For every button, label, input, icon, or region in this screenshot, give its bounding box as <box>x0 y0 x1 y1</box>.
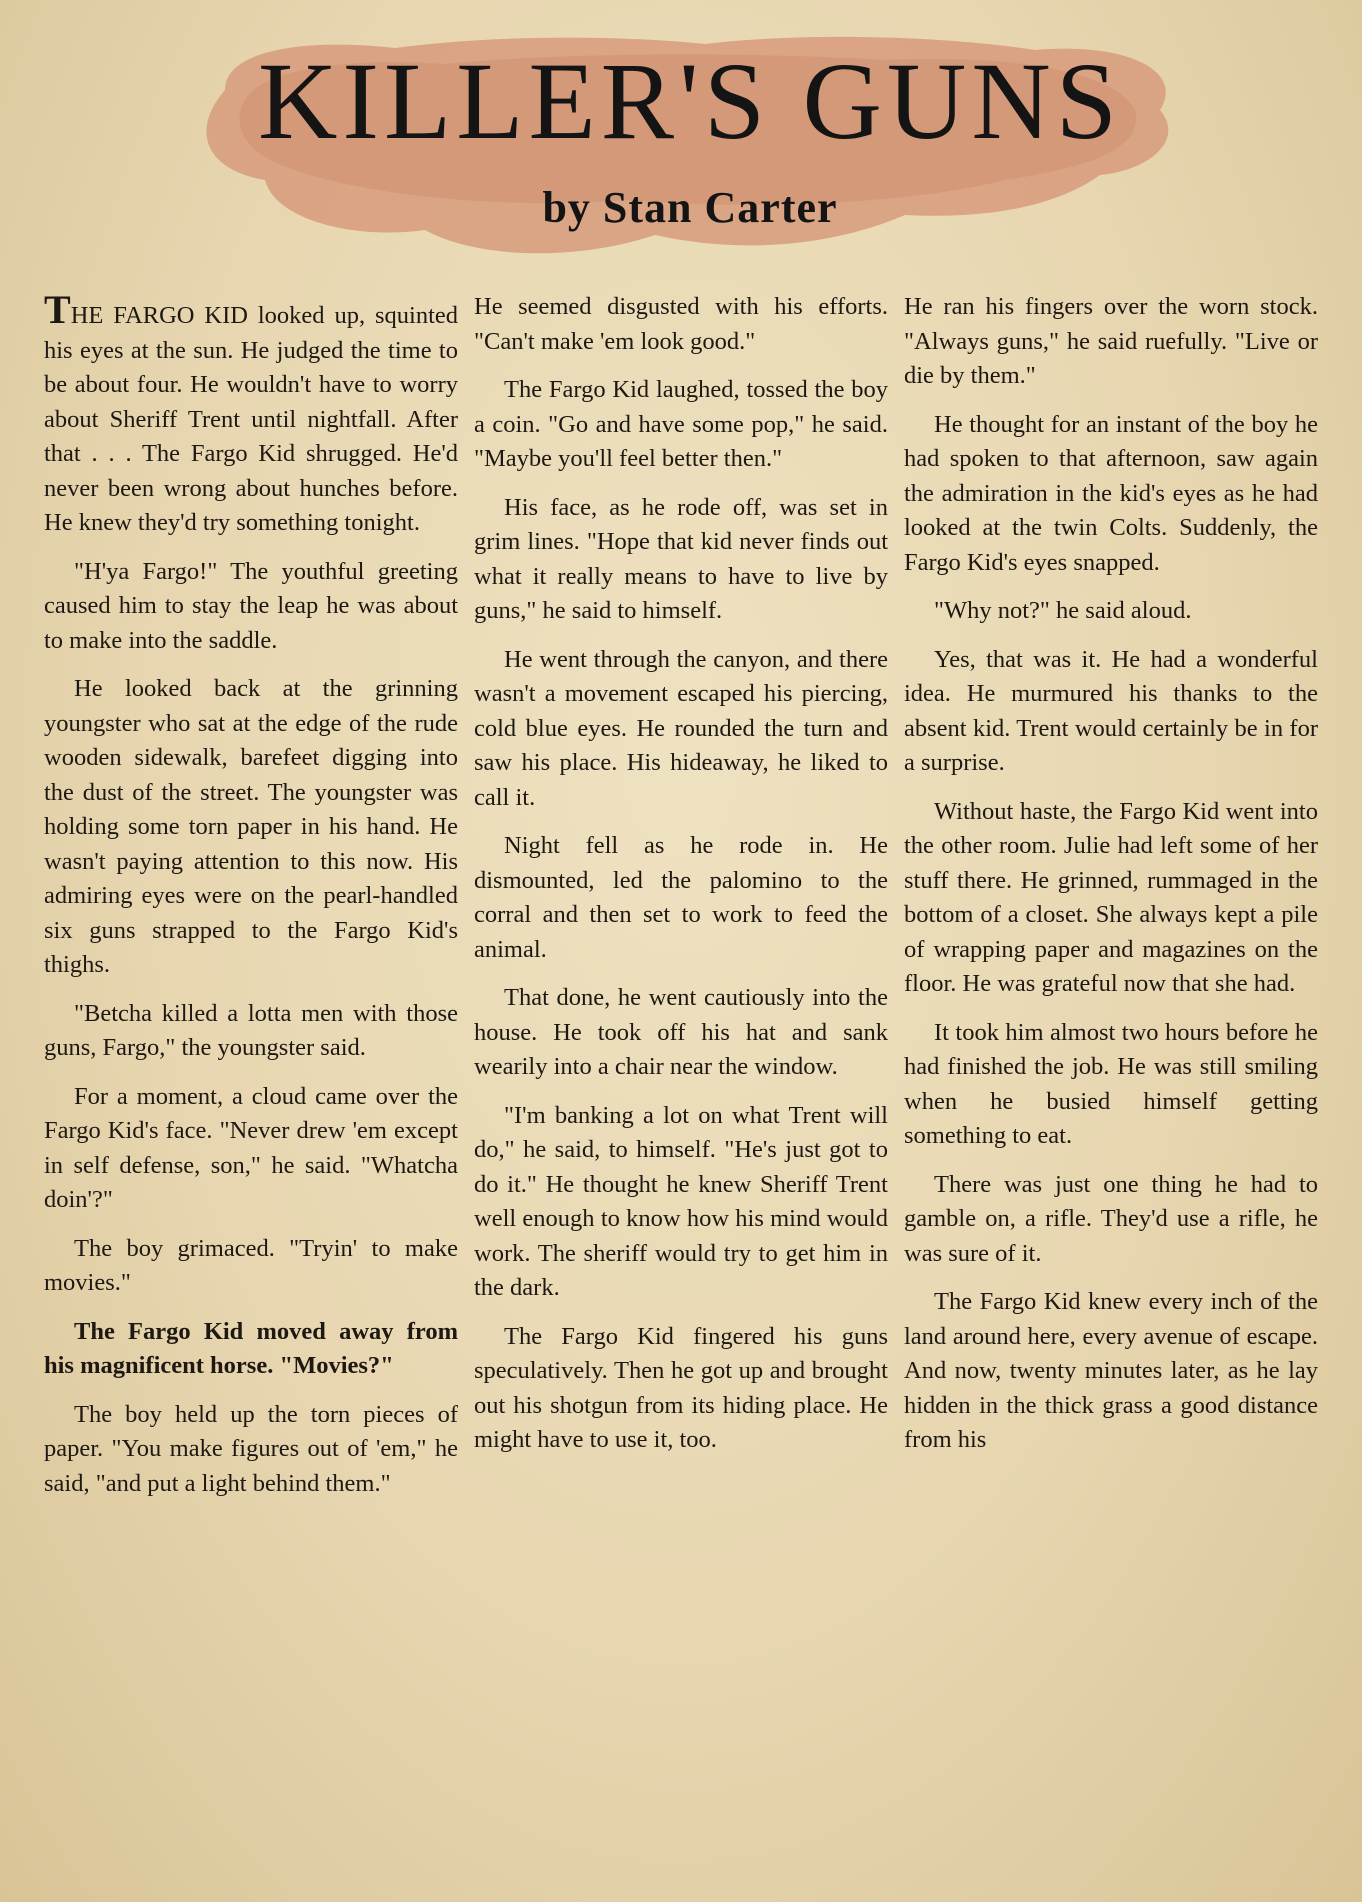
paragraph: His face, as he rode off, was set in grim lines. "Hope that kid never finds out what it really means to have to live by guns," he said to himself. <box>474 493 888 624</box>
paragraph: That done, he went cautiously into the house. He took off his hat and sank wearily into a chair near the window. <box>474 984 888 1080</box>
paragraph: The boy held up the torn pieces of paper. "You make figures out of 'em," he said, "and put a light behind them." <box>44 1400 458 1497</box>
paragraph: The Fargo Kid laughed, tossed the boy a coin. "Go and have some pop," he said. "Maybe you'll feel better then." <box>474 376 888 472</box>
column-1 <box>36 290 466 1870</box>
column-2 <box>466 290 896 1870</box>
paragraph: He thought for an instant of the boy he had spoken to that afternoon, saw again the admiration in the kid's eyes as he had looked at the twin Colts. Suddenly, the Fargo Kid's eyes snapped. <box>904 410 1318 576</box>
paragraph: "I'm banking a lot on what Trent will do," he said, to himself. "He's just got to do it." He thought he knew Sheriff Trent well enough to know how his mind would work. The sheriff would try to get him in the dark. <box>474 1101 888 1301</box>
paragraph: "H'ya Fargo!" The youthful greeting caused him to stay the leap he was about to make into the saddle. <box>44 557 458 654</box>
story-columns <box>36 290 1326 1870</box>
paragraph: He looked back at the grinning youngster who sat at the edge of the rude wooden sidewalk, barefeet digging into the dust of the street. The youngster was holding some torn paper in his hand. He wasn't paying attention to this now. His admiring eyes were on the pearl-handled six guns strapped to the Fargo Kid's thighs. <box>44 675 458 978</box>
paragraph: The Fargo Kid fingered his guns speculatively. Then he got up and brought out his shotgun from its hiding place. He might have to use it, too. <box>474 1322 888 1453</box>
paragraph: The Fargo Kid moved away from his magnificent horse. "Movies?" <box>44 1317 458 1379</box>
author-byline: by Stan Carter <box>542 183 838 232</box>
paragraph: He ran his fingers over the worn stock. "Always guns," he said ruefully. "Live or die by them." <box>904 293 1318 389</box>
drop-cap: T <box>44 290 71 332</box>
title-banner <box>185 30 1195 275</box>
paragraph: The boy grimaced. "Tryin' to make movies." <box>44 1234 458 1296</box>
paragraph: The Fargo Kid knew every inch of the land around here, every avenue of escape. And now, twenty minutes later, as he lay hidden in the thick grass a good distance from his <box>904 1288 1318 1453</box>
paragraph: "Why not?" he said aloud. <box>934 597 1192 624</box>
paragraph: Yes, that was it. He had a wonderful idea. He murmured his thanks to the absent kid. Trent would certainly be in for a surprise. <box>904 645 1318 776</box>
paragraph: Without haste, the Fargo Kid went into the other room. Julie had left some of her stuff there. He grinned, rummaged in the bottom of a closet. She always kept a pile of wrapping paper and magazines on the floor. He was grateful now that she had. <box>904 797 1318 997</box>
paragraph: Night fell as he rode in. He dismounted, led the palomino to the corral and then set to work to feed the animal. <box>474 832 888 963</box>
paragraph: He seemed disgusted with his efforts. "Can't make 'em look good." <box>474 293 888 355</box>
column-3 <box>896 290 1326 1870</box>
paragraph: It took him almost two hours before he had finished the job. He was still smiling when he busied himself getting something to eat. <box>904 1018 1318 1149</box>
paragraph: He went through the canyon, and there wasn't a movement escaped his piercing, cold blue eyes. He rounded the turn and saw his place. His hideaway, he liked to call it. <box>474 645 888 811</box>
paragraph <box>44 290 458 541</box>
paragraph: For a moment, a cloud came over the Fargo Kid's face. "Never drew 'em except in self defense, son," he said. "Whatcha doin'?" <box>44 1082 458 1213</box>
paragraph: There was just one thing he had to gamble on, a rifle. They'd use a rifle, he was sure of it. <box>904 1170 1318 1267</box>
paragraph-text: HE FARGO KID looked up, squinted his eyes at the sun. He judged the time to be about four. He wouldn't have to worry about Sheriff Trent until nightfall. After that . . . The Fargo Kid shrugged. He'd never been wrong about hunches before. He knew they'd try something tonight. <box>44 302 458 536</box>
story-title: KILLER'S GUNS <box>257 40 1122 162</box>
paragraph: "Betcha killed a lotta men with those guns, Fargo," the youngster said. <box>44 999 458 1061</box>
